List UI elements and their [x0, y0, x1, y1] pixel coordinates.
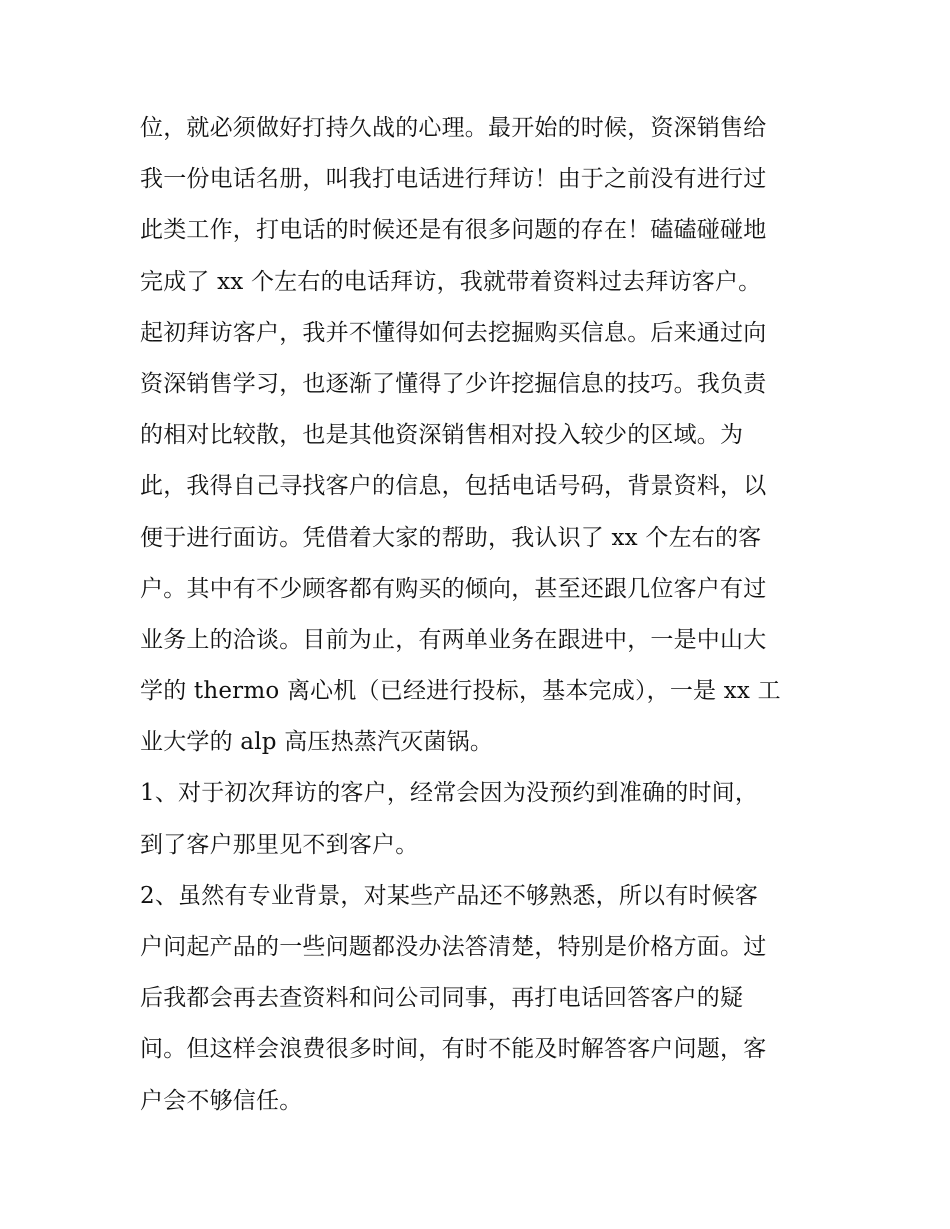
list-item-text: 户问起产品的一些问题都没办法答清楚，特别是价格方面。过: [140, 934, 767, 960]
text-line: 位，就必须做好打持久战的心理。最开始的时候，资深销售给: [140, 115, 767, 141]
text-line: 此，我得自己寻找客户的信息，包括电话号码，背景资料，以: [140, 473, 767, 500]
text-line: 便于进行面访。凭借着大家的帮助，我认识了 xx 个左右的客: [140, 524, 762, 551]
list-item-text: 户会不够信任。: [140, 1087, 303, 1114]
list-item-text: 到了客户那里见不到客户。: [140, 831, 419, 858]
text-line: 完成了 xx 个左右的电话拜访，我就带着资料过去拜访客户。: [140, 268, 762, 295]
list-item-text: 2、虽然有专业背景，对某些产品还不够熟悉，所以有时候客: [140, 882, 759, 909]
text-line: 我一份电话名册，叫我打电话进行拜访！由于之前没有进行过: [140, 166, 767, 193]
text-line: 的相对比较散，也是其他资深销售相对投入较少的区域。为: [140, 422, 744, 449]
text-line: 户。其中有不少顾客都有购买的倾向，甚至还跟几位客户有过: [140, 575, 767, 602]
text-line: 起初拜访客户，我并不懂得如何去挖掘购买信息。后来通过向: [140, 319, 767, 346]
text-line: 此类工作，打电话的时候还是有很多问题的存在！磕磕碰碰地: [140, 217, 767, 244]
text-line: 业务上的洽谈。目前为止，有两单业务在跟进中，一是中山大: [140, 626, 767, 653]
text-line: 业大学的 alp 高压热蒸汽灭菌锅。: [140, 729, 494, 756]
text-line: 学的 thermo 离心机（已经进行投标，基本完成），一是 xx 工: [140, 678, 781, 705]
list-item-text: 后我都会再去查资料和问公司同事，再打电话回答客户的疑: [140, 985, 744, 1012]
document-body: [140, 103, 820, 1127]
text-line: 资深销售学习，也逐渐了懂得了少许挖掘信息的技巧。我负责: [140, 370, 767, 397]
list-item-text: 问。但这样会浪费很多时间，有时不能及时解答客户问题，客: [140, 1036, 767, 1063]
list-item-text: 1、对于初次拜访的客户，经常会因为没预约到准确的时间，: [140, 780, 759, 807]
